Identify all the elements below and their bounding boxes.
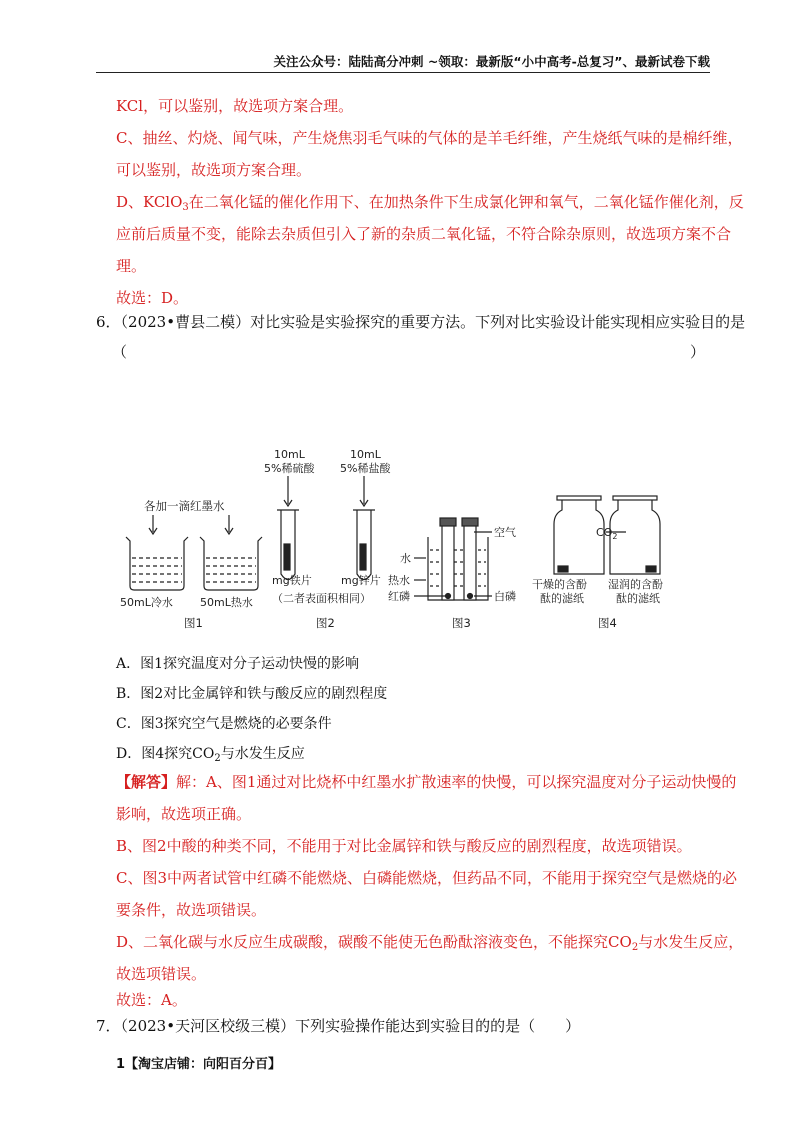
answer-line-7: 故选项错误。	[116, 965, 207, 983]
question-6-stem: 6．（2023•曹县二模）对比实验是实验探究的重要方法。下列对比实验设计能实现相应实验目的是	[96, 313, 746, 331]
fig1-caption: 图1	[184, 616, 203, 630]
option-a: A．图1探究温度对分子运动快慢的影响	[116, 656, 360, 672]
experiment-figures	[108, 440, 668, 640]
fig2-acid-right-2: 5%稀盐酸	[340, 462, 391, 475]
prev-answer-line-7: 故选：D。	[116, 289, 189, 307]
answer-line-4: C、图3中两者试管中红磷不能燃烧、白磷能燃烧，但药品不同，不能用于探究空气是燃烧的必	[116, 869, 738, 887]
prev-answer-line-2: C、抽丝、灼烧、闻气味，产生烧焦羽毛气味的气体的是羊毛纤维，产生烧纸气味的是棉纤维，	[116, 129, 743, 147]
fig3-white-p-label: 白磷	[494, 590, 516, 603]
fig2-metal-right: mg锌片	[341, 574, 381, 587]
figure-drawing	[108, 440, 668, 640]
question-6-paren-open: （	[112, 343, 128, 361]
answer-line-6: D、二氧化碳与水反应生成碳酸，碳酸不能使无色酚酞溶液变色，不能探究$CO_2$与水发生反应，	[116, 933, 744, 953]
fig1-left-beaker	[126, 537, 188, 590]
page-header: 关注公众号：陆陆高分冲刺 ~领取：最新版“小中高考-总复习”、最新试卷下载	[273, 54, 710, 69]
fig2-left-tube	[277, 510, 299, 580]
fig4-left-label-1: 干燥的含酚	[532, 578, 587, 591]
fig3-red-p-label: 红磷	[388, 590, 410, 603]
prev-answer-line-4: D、KClO$_3$在二氧化锰的催化作用下、在加热条件下生成氯化钾和氧气，二氧化锰作催化剂，反	[116, 193, 744, 213]
fig3-hot-water-label: 热水	[388, 574, 410, 587]
fig4-caption: 图4	[598, 616, 617, 630]
prev-answer-line-6: 理。	[116, 257, 147, 275]
fig1-left-label: 50mL冷水	[120, 596, 173, 609]
option-c: C．图3探究空气是燃烧的必要条件	[116, 716, 332, 732]
question-7-stem: 7．（2023•天河区校级三模）下列实验操作能达到实验目的的是（ ）	[96, 1017, 581, 1035]
answer-line-3: B、图2中酸的种类不同，不能用于对比金属锌和铁与酸反应的剧烈程度，故选项错误。	[116, 837, 692, 855]
fig4-right-label-1: 湿润的含酚	[608, 578, 663, 591]
fig1-right-label: 50mL热水	[200, 596, 253, 609]
answer-line-8: 故选：A。	[116, 991, 187, 1009]
answer-line-5: 要条件，故选项错误。	[116, 901, 267, 919]
fig4-co2-label: $CO_2$	[596, 526, 618, 541]
fig3-air-label: 空气	[494, 526, 516, 539]
fig4-right-bottle	[610, 496, 660, 574]
fig2-caption: 图2	[316, 616, 335, 630]
fig4-left-label-2: 酞的滤纸	[540, 592, 584, 605]
fig2-note: （二者表面积相同）	[272, 592, 371, 605]
prev-answer-line-1: KCl，可以鉴别，故选项方案合理。	[116, 97, 354, 115]
fig2-right-tube	[353, 510, 375, 580]
answer-tag: 【解答】	[116, 773, 177, 791]
fig1-right-beaker	[200, 537, 262, 590]
question-6-paren-close: ）	[690, 343, 706, 361]
fig3-caption: 图3	[452, 616, 471, 630]
prev-answer-line-5: 应前后质量不变，能除去杂质但引入了新的杂质二氧化锰，不符合除杂原则，故选项方案不合	[116, 225, 732, 243]
page-footer: 1【淘宝店铺：向阳百分百】	[116, 1057, 282, 1072]
option-b: B．图2对比金属锌和铁与酸反应的剧烈程度	[116, 686, 388, 702]
fig2-acid-right-1: 10mL	[350, 448, 381, 461]
fig4-right-label-2: 酞的滤纸	[616, 592, 660, 605]
answer-line-1: 【解答】解：A、图1通过对比烧杯中红墨水扩散速率的快慢，可以探究温度对分子运动快慢的	[116, 773, 737, 791]
fig1-top-label: 各加一滴红墨水	[144, 499, 225, 513]
prev-answer-line-3: 可以鉴别，故选项方案合理。	[116, 161, 312, 179]
fig3-apparatus	[414, 518, 492, 600]
fig2-acid-left-2: 5%稀硫酸	[264, 462, 315, 475]
answer-line-2: 影响，故选项正确。	[116, 805, 252, 823]
fig2-acid-left-1: 10mL	[274, 448, 305, 461]
header-divider	[96, 72, 710, 73]
fig2-metal-left: mg铁片	[272, 574, 312, 587]
fig3-water-label: 水	[400, 552, 411, 565]
option-d: D．图4探究$CO_2$与水发生反应	[116, 746, 305, 764]
